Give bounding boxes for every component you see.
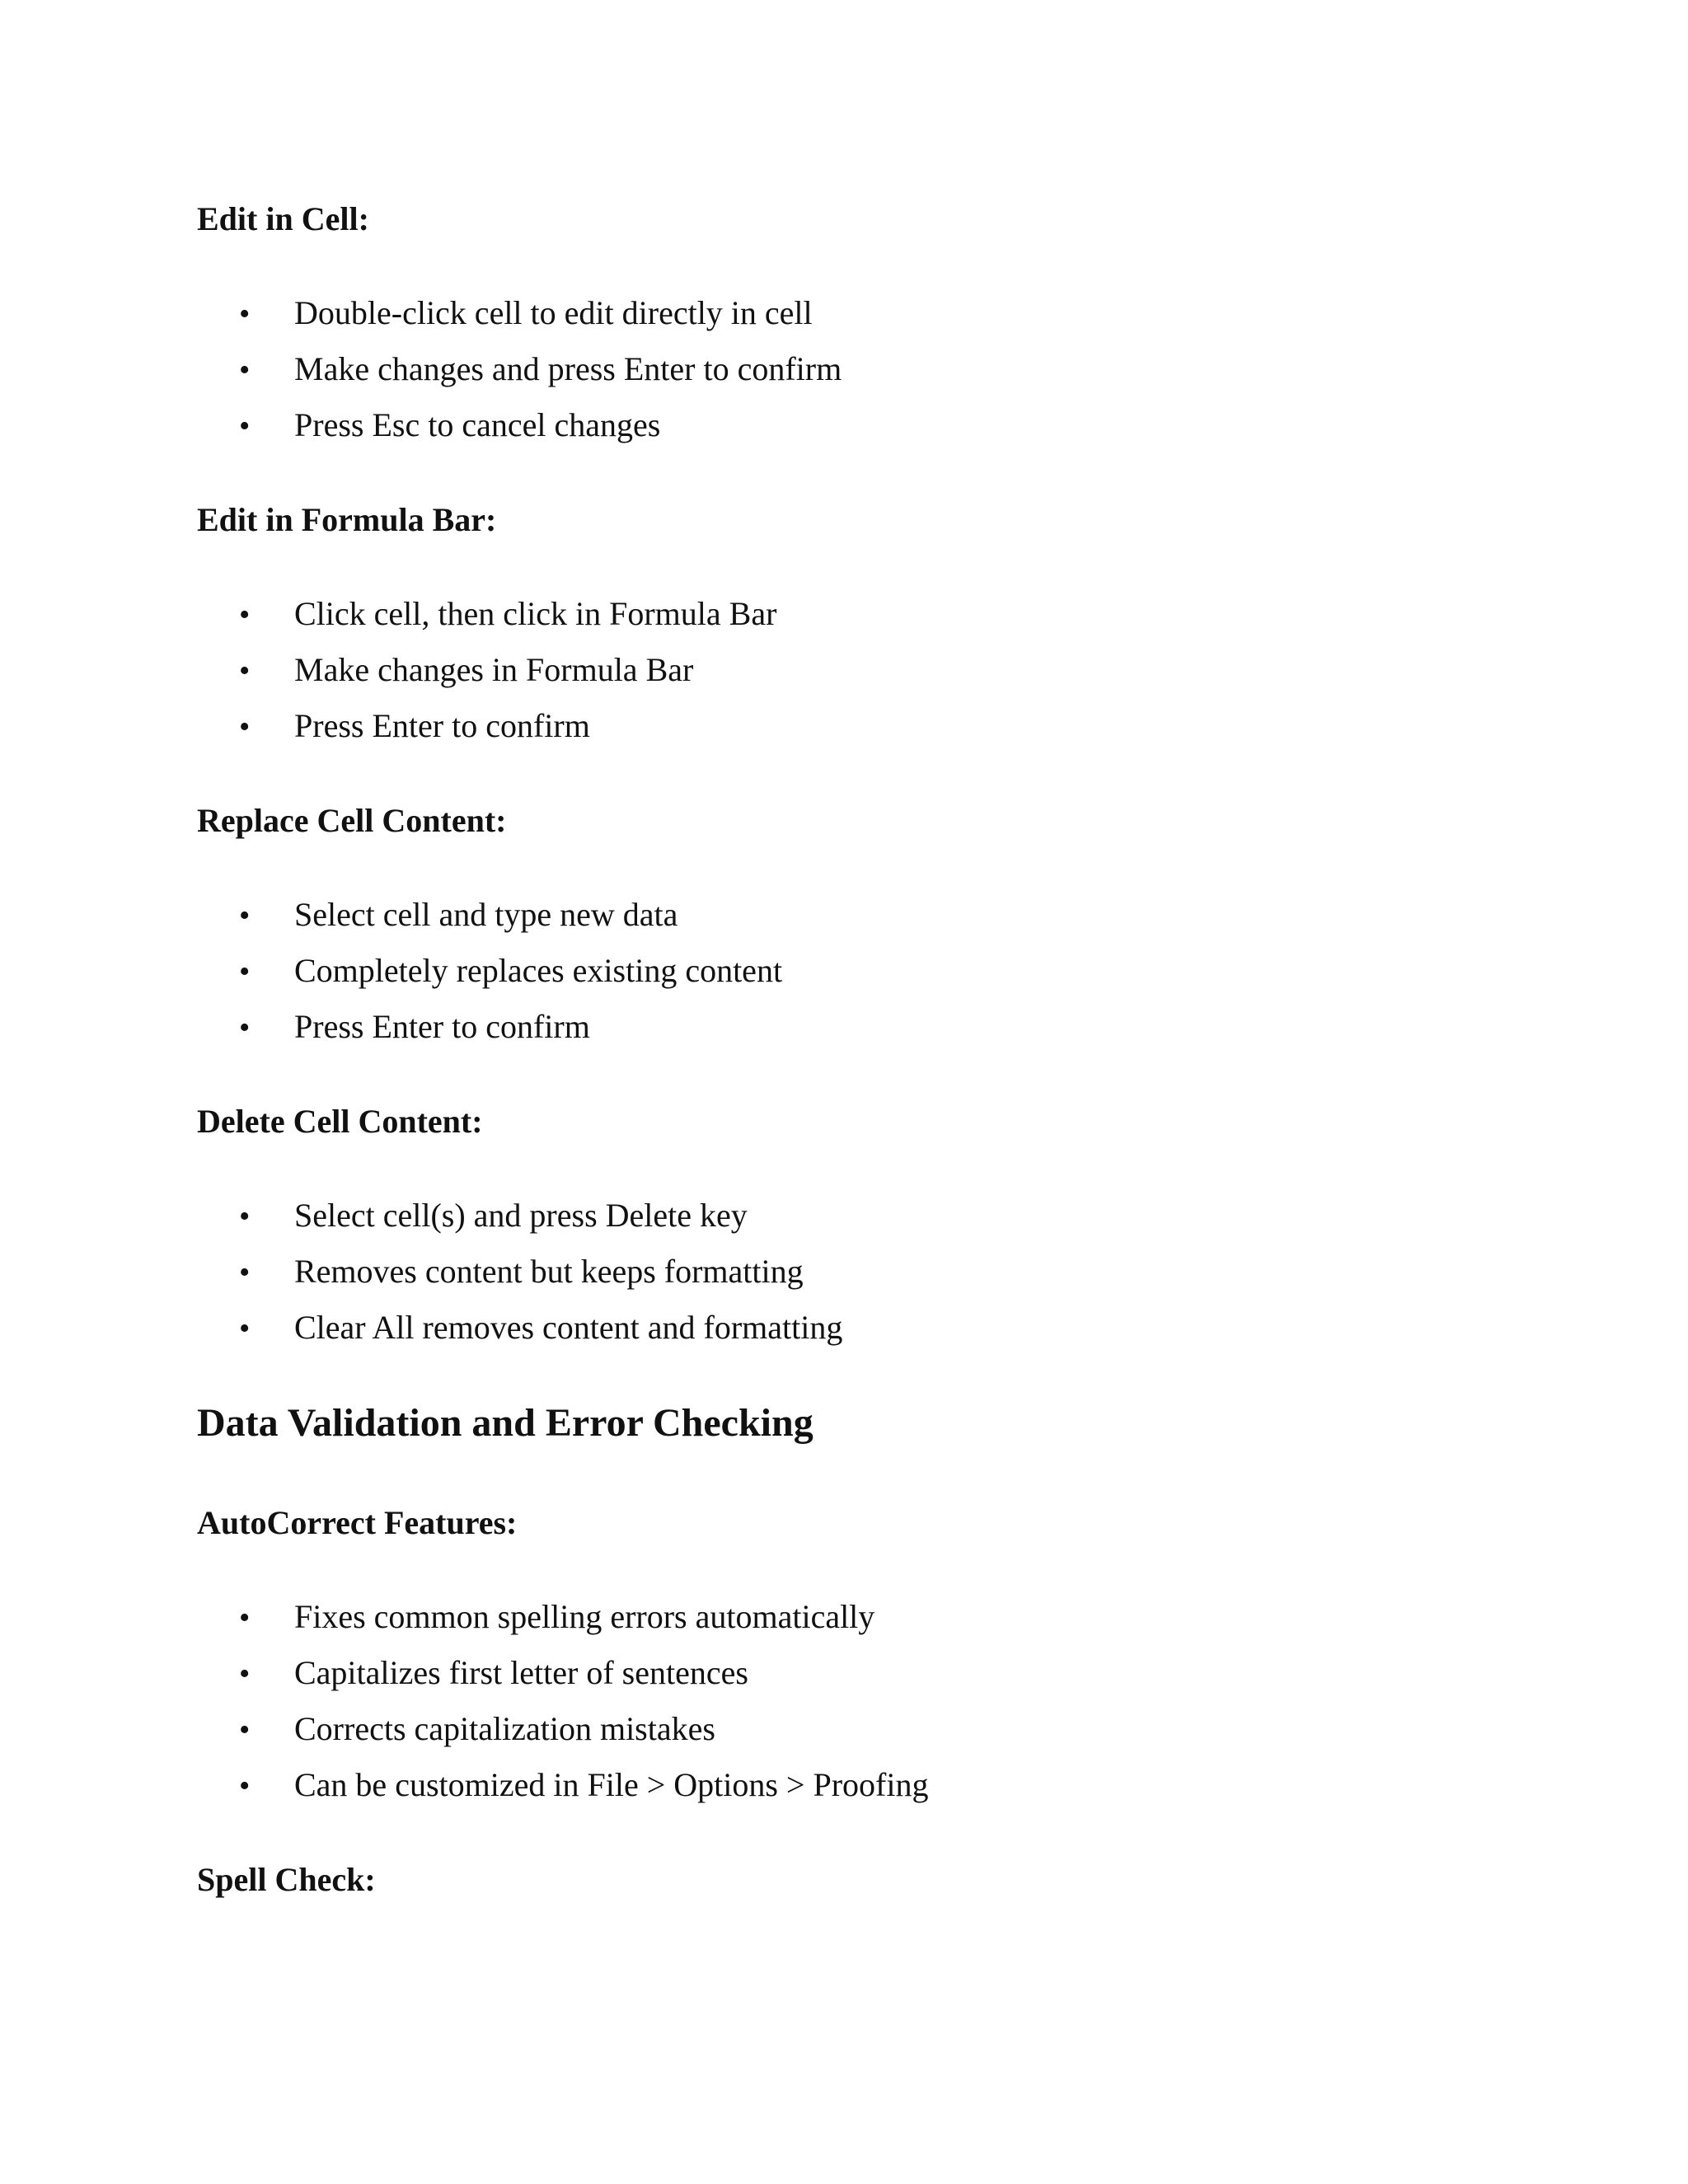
heading-spell-check: Spell Check: xyxy=(197,1861,376,1898)
bullet-icon: • xyxy=(239,1311,251,1346)
list-item: Select cell(s) and press Delete key xyxy=(294,1197,748,1234)
list-item: Double-click cell to edit directly in cell xyxy=(294,294,813,331)
list-item: Removes content but keeps formatting xyxy=(294,1253,804,1290)
list-item: Clear All removes content and formatting xyxy=(294,1309,843,1346)
list-item: Press Enter to confirm xyxy=(294,707,590,744)
bullet-icon: • xyxy=(239,1199,251,1234)
list-item: Capitalizes first letter of sentences xyxy=(294,1654,748,1691)
bullet-icon: • xyxy=(239,353,251,387)
bullet-icon: • xyxy=(239,1657,251,1691)
heading-edit-in-formula-bar: Edit in Formula Bar: xyxy=(197,501,497,538)
list-item: Make changes and press Enter to confirm xyxy=(294,350,842,387)
heading-edit-in-cell: Edit in Cell: xyxy=(197,200,369,237)
bullet-icon: • xyxy=(239,409,251,443)
bullet-icon: • xyxy=(239,654,251,688)
heading-autocorrect-features: AutoCorrect Features: xyxy=(197,1504,518,1541)
section-title: Data Validation and Error Checking xyxy=(197,1401,814,1445)
list-item: Can be customized in File > Options > Proofing xyxy=(294,1766,929,1803)
list-item: Select cell and type new data xyxy=(294,896,678,933)
heading-replace-cell-content: Replace Cell Content: xyxy=(197,802,507,839)
bullet-icon: • xyxy=(239,1255,251,1290)
heading-delete-cell-content: Delete Cell Content: xyxy=(197,1103,483,1140)
list-item: Completely replaces existing content xyxy=(294,952,783,989)
bullet-icon: • xyxy=(239,1010,251,1045)
bullet-icon: • xyxy=(239,898,251,933)
bullet-icon: • xyxy=(239,1601,251,1635)
list-item: Fixes common spelling errors automatically xyxy=(294,1598,875,1635)
list-item: Corrects capitalization mistakes xyxy=(294,1710,715,1747)
bullet-icon: • xyxy=(239,1769,251,1803)
list-item: Make changes in Formula Bar xyxy=(294,651,694,688)
bullet-icon: • xyxy=(239,598,251,632)
list-item: Press Enter to confirm xyxy=(294,1008,590,1045)
list-item: Click cell, then click in Formula Bar xyxy=(294,595,777,632)
bullet-icon: • xyxy=(239,954,251,989)
bullet-icon: • xyxy=(239,710,251,744)
bullet-icon: • xyxy=(239,297,251,331)
bullet-icon: • xyxy=(239,1713,251,1747)
list-item: Press Esc to cancel changes xyxy=(294,406,661,443)
